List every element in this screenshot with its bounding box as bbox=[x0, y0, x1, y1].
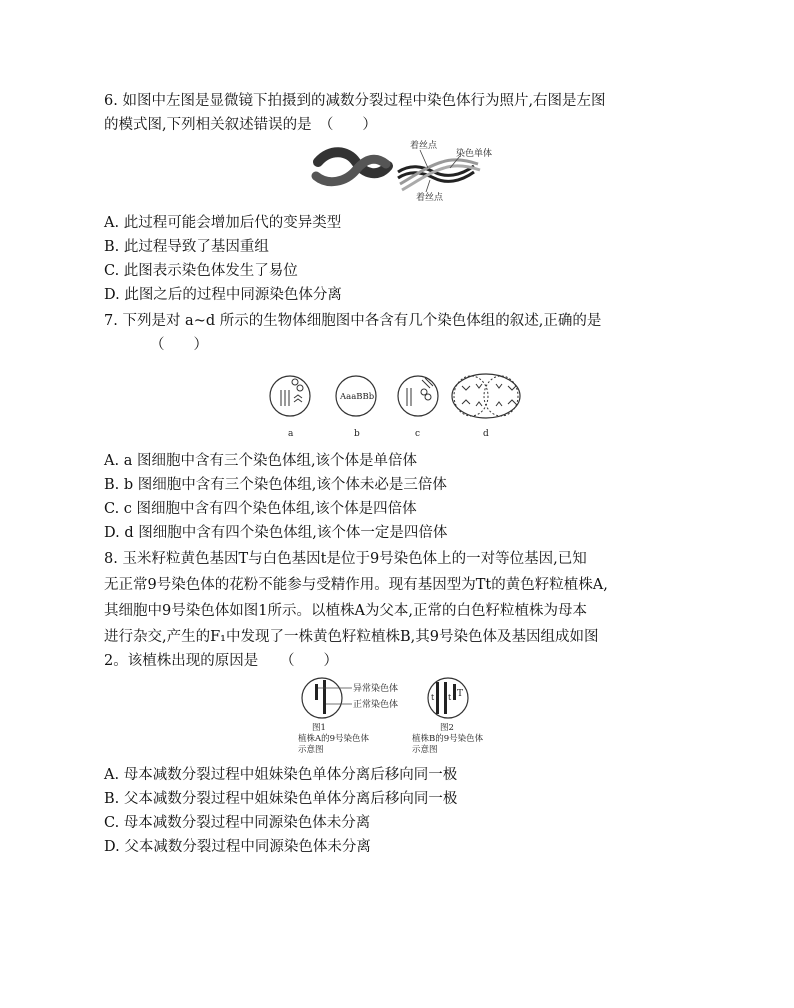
q8-stem-line4: 进行杂交,产生的F₁中发现了一株黄色籽粒植株B,其9号染色体及基因组成如图 bbox=[104, 629, 599, 645]
q6-option-d: D. 此图之后的过程中同源染色体分离 bbox=[104, 287, 342, 303]
q7-option-a: A. a 图细胞中含有三个染色体组,该个体是单倍体 bbox=[104, 453, 418, 469]
q8-fig1-caption1: 植株A的9号染色体 bbox=[298, 734, 370, 744]
q6-label-chromatid: 染色单体 bbox=[456, 149, 493, 159]
q7-option-d: D. d 图细胞中含有四个染色体组,该个体一定是四倍体 bbox=[104, 525, 448, 541]
q8-gene-t2: t bbox=[448, 693, 452, 702]
q7-option-b: B. b 图细胞中含有三个染色体组,该个体未必是三倍体 bbox=[104, 477, 447, 493]
q6-option-b: B. 此过程导致了基因重组 bbox=[104, 239, 269, 255]
q6-option-a: A. 此过程可能会增加后代的变异类型 bbox=[104, 215, 342, 231]
q6-micrograph bbox=[316, 152, 388, 181]
q8-fig2-caption2: 示意图 bbox=[412, 745, 438, 754]
q8-stem-line5: 2。该植株出现的原因是 （ ） bbox=[104, 653, 338, 669]
q8-stem-line1: 8. 玉米籽粒黄色基因T与白色基因t是位于9号染色体上的一对等位基因,已知 bbox=[104, 551, 587, 567]
q8-stem-line3: 其细胞中9号染色体如图1所示。以植株A为父本,正常的白色籽粒植株为母本 bbox=[104, 603, 588, 619]
q7-label-c: c bbox=[415, 429, 421, 439]
q7-label-b: b bbox=[354, 429, 360, 439]
q8-fig2-caption1: 植株B的9号染色体 bbox=[412, 734, 484, 744]
q8-option-d: D. 父本减数分裂过程中同源染色体未分离 bbox=[104, 839, 371, 855]
q7-cell-b-genotype: AaaBBb bbox=[340, 392, 375, 402]
q7-stem-line2: （ ） bbox=[150, 337, 208, 353]
q8-label-abnormal: 异常染色体 bbox=[353, 684, 399, 694]
q8-gene-T: T bbox=[457, 689, 464, 699]
q8-stem-line2: 无正常9号染色体的花粉不能参与受精作用。现有基因型为Tt的黄色籽粒植株A, bbox=[104, 577, 608, 593]
q7-stem-line1: 7. 下列是对 a~d 所示的生物体细胞图中各含有几个染色体组的叙述,正确的是 bbox=[104, 313, 602, 329]
q8-label-normal: 正常染色体 bbox=[353, 700, 399, 710]
q7-label-a: a bbox=[288, 429, 294, 439]
q8-figure-2 bbox=[412, 678, 484, 754]
q8-fig2-title: 图2 bbox=[440, 723, 454, 733]
q8-fig1-title: 图1 bbox=[312, 723, 326, 733]
q8-figure-1 bbox=[298, 678, 398, 754]
q8-chromosome-figures bbox=[296, 674, 510, 754]
q6-label-centromere-top: 着丝点 bbox=[410, 141, 438, 151]
q7-cell-c bbox=[398, 376, 438, 439]
q8-option-b: B. 父本减数分裂过程中姐妹染色单体分离后移向同一极 bbox=[104, 791, 458, 807]
q6-chromosome-figure bbox=[310, 136, 510, 202]
q7-cell-d bbox=[452, 374, 520, 439]
q7-cell-figures bbox=[268, 366, 528, 442]
q6-stem-line2: 的模式图,下列相关叙述错误的是 （ ） bbox=[104, 117, 377, 133]
q6-schematic bbox=[398, 139, 492, 202]
q7-cell-b bbox=[336, 376, 376, 439]
q6-label-centromere-bottom: 着丝点 bbox=[416, 193, 444, 202]
q6-stem-line1: 6. 如图中左图是显微镜下拍摄到的减数分裂过程中染色体行为照片,右图是左图 bbox=[104, 93, 606, 109]
q7-label-d: d bbox=[483, 429, 489, 439]
q8-option-c: C. 母本减数分裂过程中同源染色体未分离 bbox=[104, 815, 371, 831]
q6-option-c: C. 此图表示染色体发生了易位 bbox=[104, 263, 298, 279]
q8-gene-t1: t bbox=[431, 693, 435, 702]
q8-option-a: A. 母本减数分裂过程中姐妹染色单体分离后移向同一极 bbox=[104, 767, 458, 783]
q7-cell-a bbox=[270, 376, 310, 439]
q8-fig1-caption2: 示意图 bbox=[298, 745, 324, 754]
q7-option-c: C. c 图细胞中含有四个染色体组,该个体是四倍体 bbox=[104, 501, 417, 517]
